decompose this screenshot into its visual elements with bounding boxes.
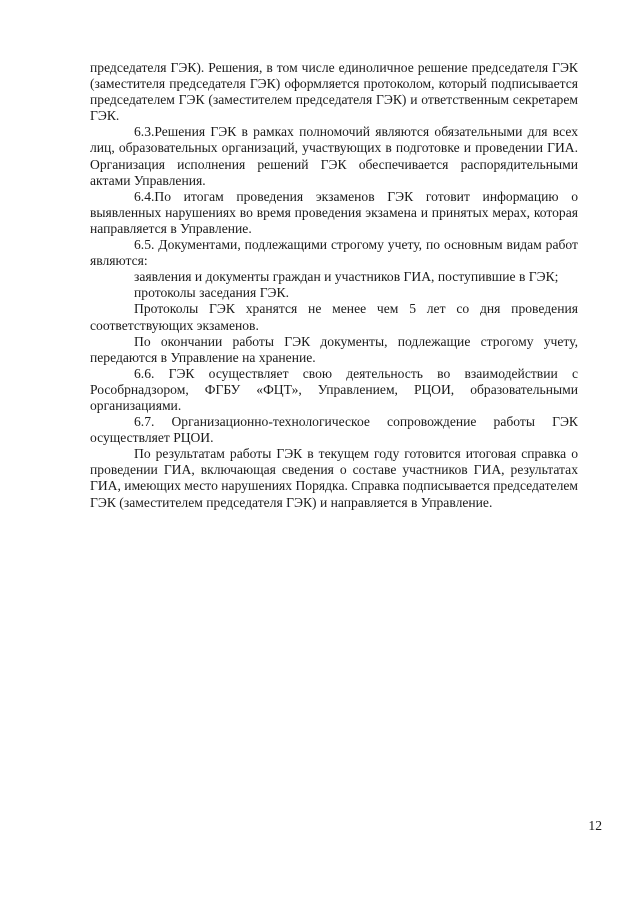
paragraph-protocol-storage: Протоколы ГЭК хранятся не менее чем 5 лет со дня проведения соответствующих экзаменов.: [90, 301, 578, 333]
paragraph-continuation: председателя ГЭК). Решения, в том числе единоличное решение председателя ГЭК (заместителя председателя ГЭК) оформляется протоколом, который подписывается председателем ГЭК (заместителем председателя ГЭК) и ответственным секретарем ГЭК.: [90, 60, 578, 124]
list-item-protocols: протоколы заседания ГЭК.: [134, 285, 290, 301]
paragraph-6-5: 6.5. Документами, подлежащими строгому учету, по основным видам работ являются:: [90, 237, 578, 269]
paragraph-6-4: 6.4.По итогам проведения экзаменов ГЭК готовит информацию о выявленных нарушениях во время проведения экзамена и принятых мерах, которая направляется в Управление.: [90, 188, 578, 236]
paragraph-6-3: 6.3.Решения ГЭК в рамках полномочий являются обязательными для всех лиц, образовательных организаций, участвующих в подготовке и проведении ГИА. Организация исполнения решений ГЭК обеспечивается распорядительными актами Управления.: [90, 124, 578, 188]
document-body: [90, 60, 578, 511]
list-item-applications: заявления и документы граждан и участников ГИА, поступившие в ГЭК;: [134, 269, 559, 285]
paragraph-final-report: По результатам работы ГЭК в текущем году готовится итоговая справка о проведении ГИА, включающая сведения о составе участников ГИА, результатах ГИА, имеющих место нарушениях Порядка. Справка подписывается председателем ГЭК (заместителем председателя ГЭК) и направляется в Управление.: [90, 446, 579, 510]
paragraph-6-6: 6.6. ГЭК осуществляет свою деятельность во взаимодействии с Рособрнадзором, ФГБУ «ФЦТ», Управлением, РЦОИ, образовательными организациями.: [90, 365, 578, 413]
paragraph-handover: По окончании работы ГЭК документы, подлежащие строгому учету, передаются в Управление на хранение.: [90, 333, 578, 365]
page-number: 12: [588, 818, 602, 833]
paragraph-6-7: 6.7. Организационно-технологическое сопровождение работы ГЭК осуществляет РЦОИ.: [90, 414, 578, 446]
